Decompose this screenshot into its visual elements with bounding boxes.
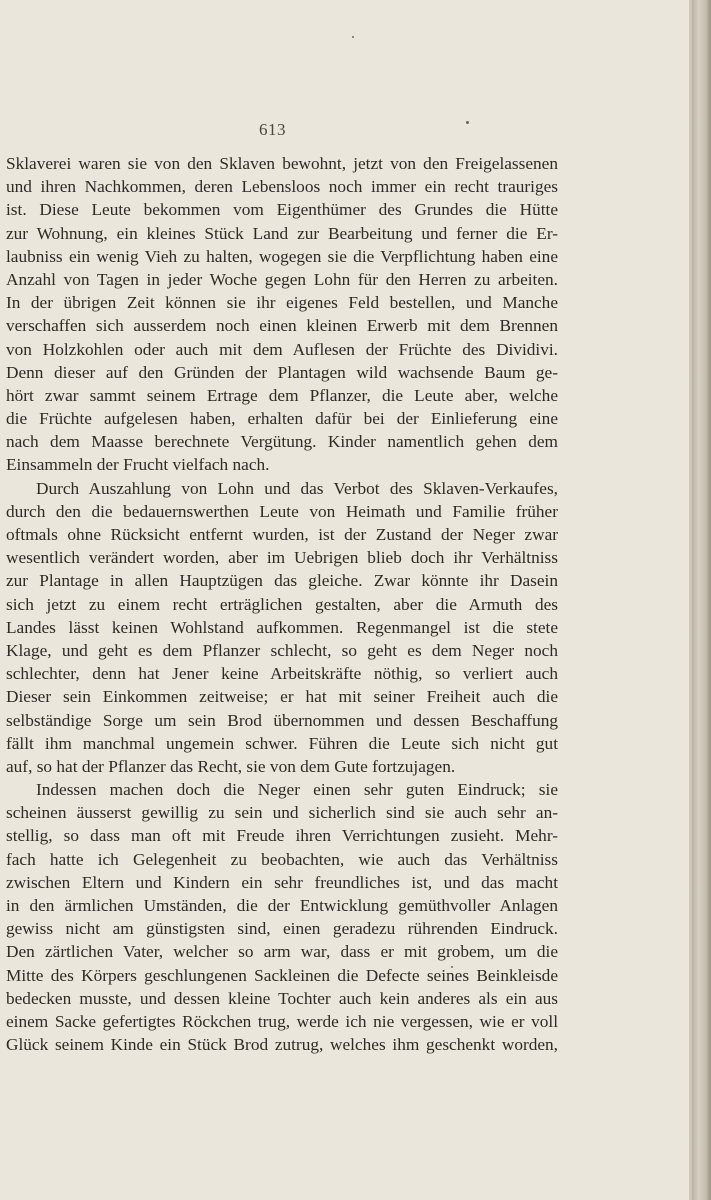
- text-line: Indessen machen doch die Neger einen sehr guten Eindruck; sie: [36, 780, 558, 800]
- text-line: Sklaverei waren sie von den Sklaven bewohnt, jetzt von den Freigelassenen: [6, 154, 558, 173]
- page-number: 613: [259, 120, 286, 139]
- text-line: Landes lässt keinen Wohlstand aufkommen. Regenmangel ist die stete: [6, 617, 558, 637]
- text-line: schlechter, denn hat Jener keine Arbeitskräfte nöthig, so verliert auch: [6, 664, 558, 684]
- text-line: Den zärtlichen Vater, welcher so arm war, dass er mit grobem, um die: [6, 942, 558, 962]
- ink-speck: [352, 36, 354, 38]
- text-line: Durch Auszahlung von Lohn und das Verbot des Sklaven-Verkaufes,: [36, 478, 558, 498]
- text-line: In der übrigen Zeit können sie ihr eigenes Feld bestellen, und Manche: [6, 293, 558, 313]
- text-line: die Früchte aufgelesen haben, erhalten dafür bei der Einlieferung eine: [6, 409, 558, 429]
- text-line: verschaffen sich ausserdem noch einen kleinen Erwerb mit dem Brennen: [6, 316, 558, 336]
- text-line: auf, so hat der Pflanzer das Recht, sie von dem Gute fortzujagen.: [6, 756, 456, 776]
- book-spine: [692, 0, 711, 1200]
- text-line: einem Sacke gefertigtes Röckchen trug, werde ich nie vergessen, wie er voll: [6, 1011, 558, 1031]
- text-line: fällt ihm manchmal ungemein schwer. Führen die Leute sich nicht gut: [6, 733, 558, 753]
- text-line: in den ärmlichen Umständen, die der Entwicklung gemüthvoller Anlagen: [6, 896, 558, 915]
- body-text: [6, 152, 558, 1056]
- text-line: nach dem Maasse berechnete Vergütung. Kinder namentlich gehen dem: [6, 432, 558, 452]
- text-line: scheinen äusserst gewillig zu sein und sicherlich sind sie auch sehr an-: [6, 803, 558, 823]
- ink-speck: [466, 121, 469, 124]
- text-line: bedecken musste, und dessen kleine Tochter auch kein anderes als ein aus: [6, 988, 558, 1008]
- text-line: selbständige Sorge um sein Brod übernommen und dessen Beschaffung: [6, 710, 558, 730]
- text-line: von Holzkohlen oder auch mit dem Auflesen der Früchte des Dividivi.: [6, 339, 558, 359]
- text-line: und ihren Nachkommen, deren Lebensloos noch immer ein recht trauriges: [6, 177, 558, 197]
- text-line: durch den die bedauernswerthen Leute von Heimath und Familie früher: [6, 501, 558, 521]
- text-line: hört zwar sammt seinem Ertrage dem Pflanzer, die Leute aber, welche: [6, 385, 558, 405]
- text-line: Denn dieser auf den Gründen der Plantagen wild wachsende Baum ge-: [6, 362, 558, 382]
- text-line: zur Wohnung, ein kleines Stück Land zur Bearbeitung und ferner die Er-: [6, 223, 558, 243]
- text-line: Dieser sein Einkommen zeitweise; er hat mit seiner Freiheit auch die: [6, 687, 558, 707]
- text-line: Anzahl von Tagen in jeder Woche gegen Lohn für den Herren zu arbeiten.: [6, 269, 558, 289]
- text-line: Mitte des Körpers geschlungenen Sackleinen die Defecte seines Beinkleisde: [6, 965, 558, 985]
- text-line: zur Plantage in allen Hauptzügen das gleiche. Zwar könnte ihr Dasein: [6, 571, 558, 591]
- text-line: sich jetzt zu einem recht erträglichen gestalten, aber die Armuth des: [6, 594, 558, 614]
- text-line: fach hatte ich Gelegenheit zu beobachten, wie auch das Verhältniss: [6, 849, 558, 869]
- text-line: Glück seinem Kinde ein Stück Brod zutrug, welches ihm geschenkt worden,: [6, 1035, 558, 1055]
- text-line: Einsammeln der Frucht vielfach nach.: [6, 455, 270, 475]
- text-line: wesentlich verändert worden, aber im Uebrigen blieb doch ihr Verhältniss: [6, 548, 558, 568]
- text-line: gewiss nicht am günstigsten sind, einen geradezu rührenden Eindruck.: [6, 919, 558, 939]
- text-line: Klage, und geht es dem Pflanzer schlecht, so geht es dem Neger noch: [6, 640, 558, 660]
- text-line: ist. Diese Leute bekommen vom Eigenthümer des Grundes die Hütte: [6, 200, 558, 220]
- text-line: stellig, so dass man oft mit Freude ihren Verrichtungen zusieht. Mehr-: [6, 826, 558, 846]
- text-line: oftmals ohne Rücksicht entfernt wurden, ist der Zustand der Neger zwar: [6, 525, 558, 544]
- text-line: laubniss ein wenig Vieh zu halten, wogegen sie die Verpflichtung haben eine: [6, 246, 558, 266]
- text-line: zwischen Eltern und Kindern ein sehr freundliches ist, und das macht: [6, 872, 558, 892]
